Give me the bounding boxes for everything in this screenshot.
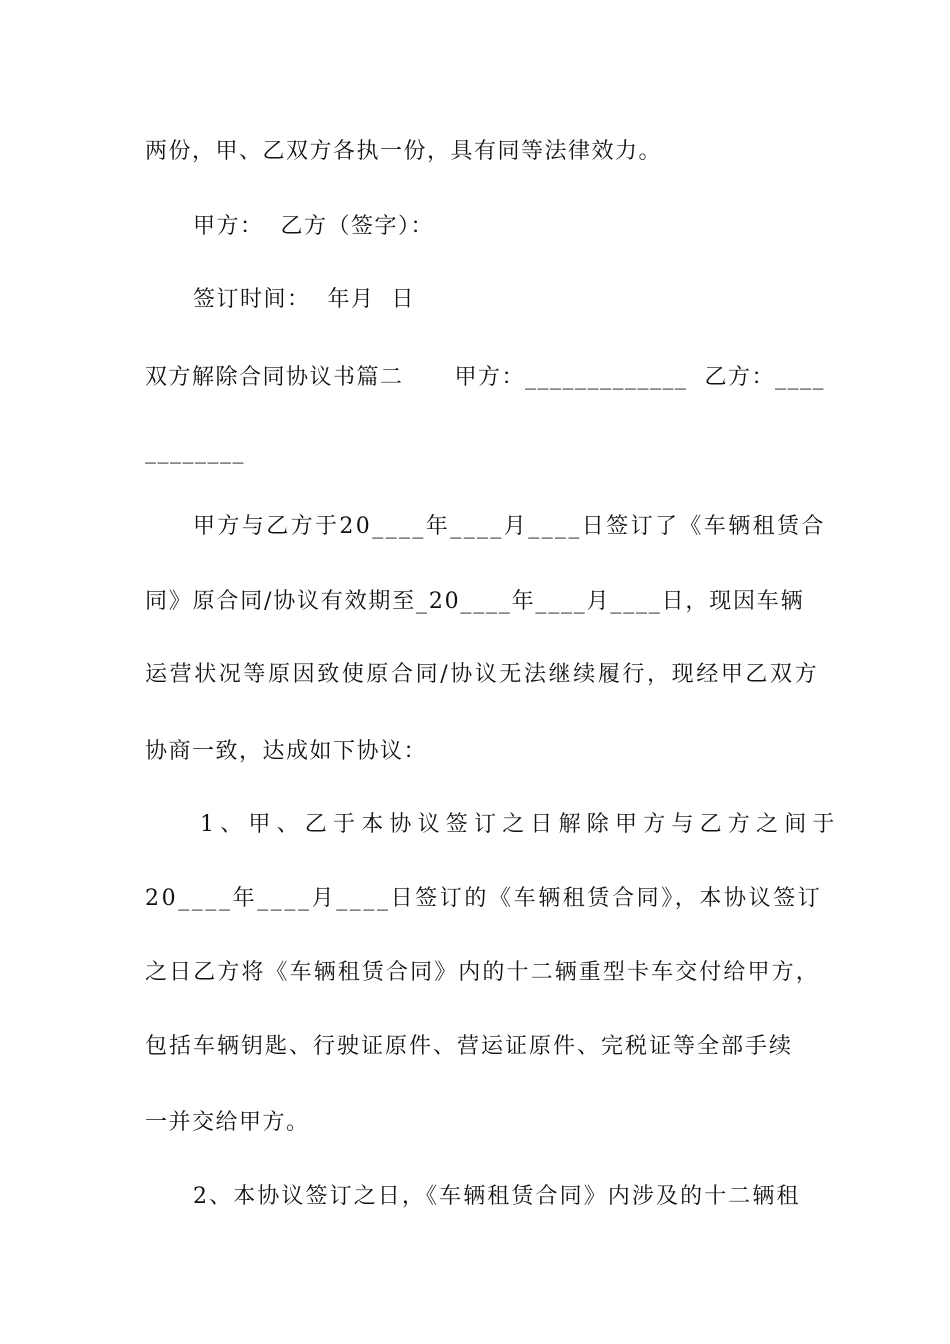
section-heading: 双方解除合同协议书篇二 甲方：_____________ 乙方：____: [145, 365, 825, 390]
text-line: 两份，甲、乙双方各执一份，具有同等法律效力。: [145, 139, 663, 164]
clause-line: 之日乙方将《车辆租赁合同》内的十二辆重型卡车交付给甲方，: [145, 960, 820, 985]
clause-line: 2、本协议签订之日，《车辆租赁合同》内涉及的十二辆租: [193, 1184, 801, 1209]
clause-line: 20____年____月____日签订的《车辆租赁合同》，本协议签订: [145, 886, 823, 911]
clause-line: 包括车辆钥匙、行驶证原件、营运证原件、完税证等全部手续: [145, 1034, 794, 1059]
paragraph-line: 同》原合同/协议有效期至_20____年____月____日，现因车辆: [145, 589, 805, 614]
sign-date-line: 签订时间： 年月 日: [193, 287, 415, 312]
text-line: ________: [145, 439, 245, 464]
clause-line: 1、甲、乙于本协议签订之日解除甲方与乙方之间于: [200, 812, 841, 837]
clause-line: 一并交给甲方。: [145, 1110, 310, 1135]
paragraph-line: 运营状况等原因致使原合同/协议无法继续履行，现经甲乙双方: [145, 662, 820, 687]
paragraph-line: 甲方与乙方于20____年____月____日签订了《车辆租赁合: [193, 514, 826, 539]
signature-line: 甲方： 乙方（签字）：: [193, 214, 434, 239]
paragraph-line: 协商一致，达成如下协议：: [145, 739, 428, 764]
